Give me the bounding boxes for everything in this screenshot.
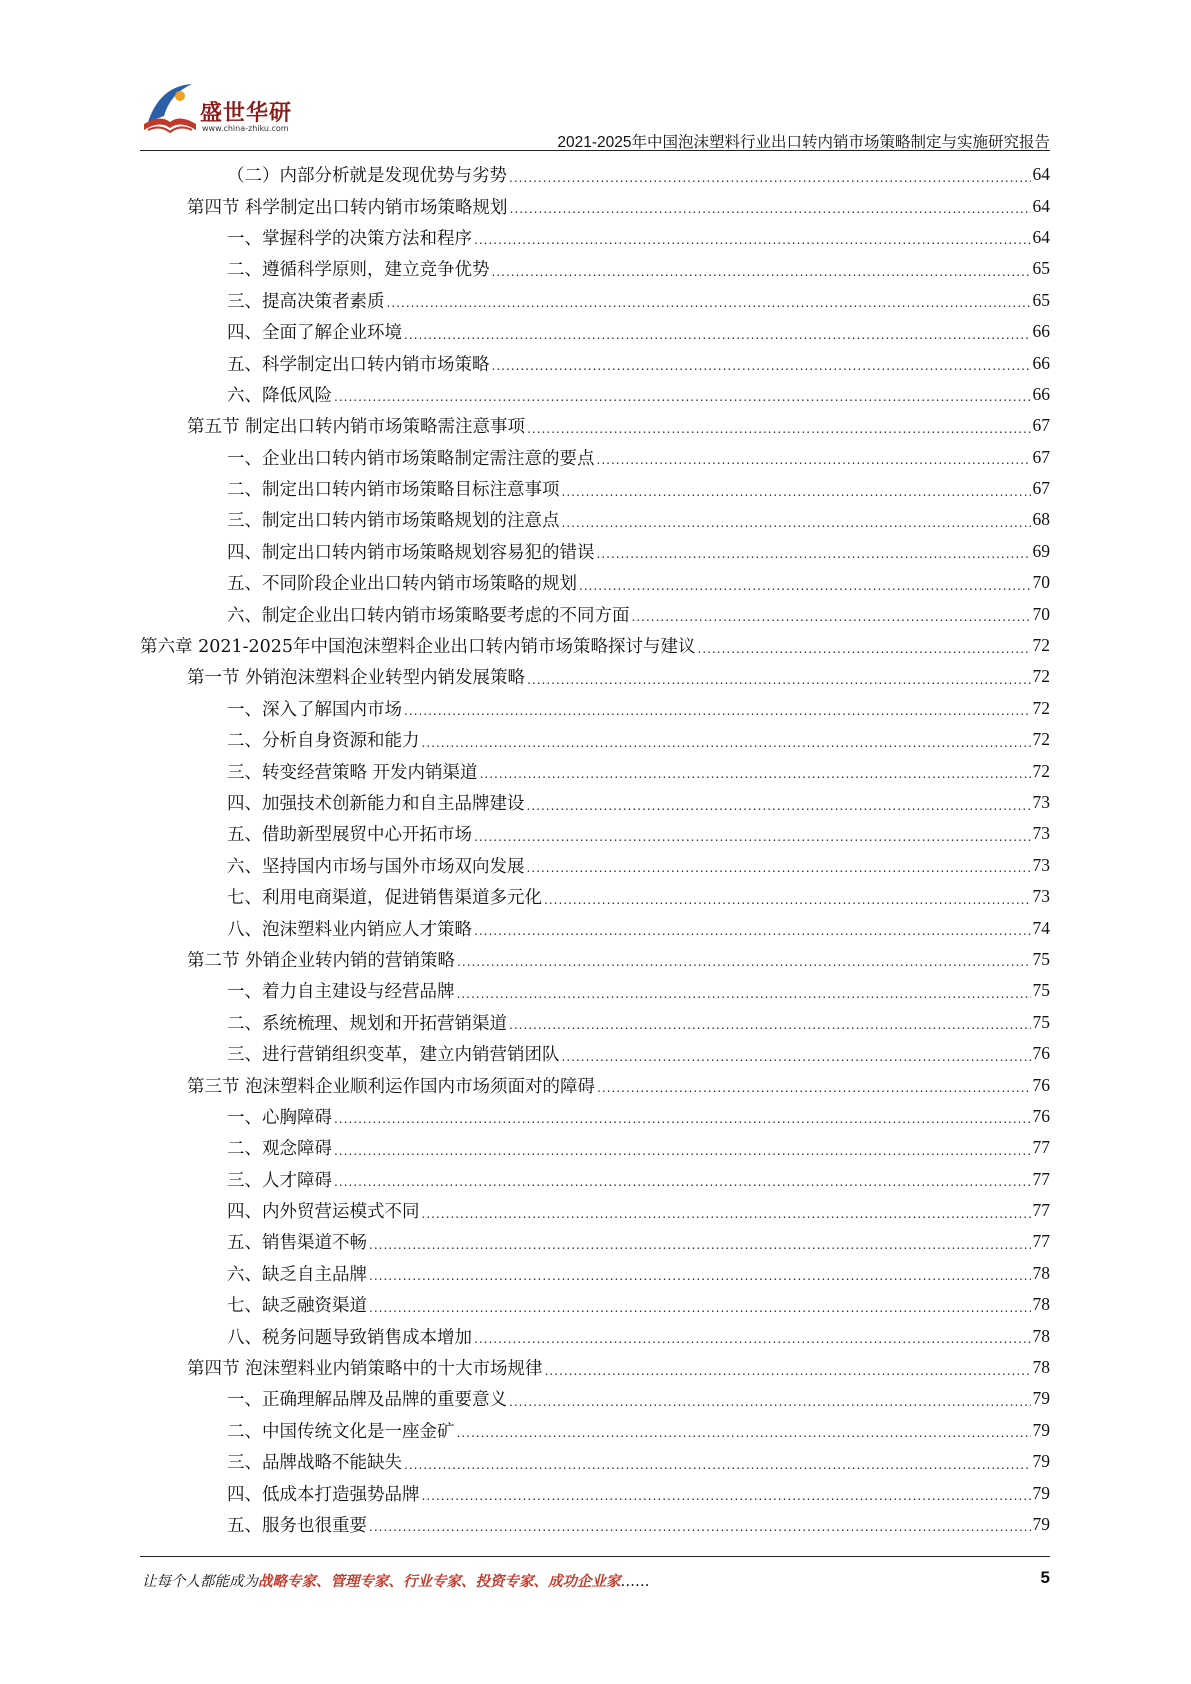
toc-entry-page: 64 [1032, 226, 1050, 247]
toc-entry-label: 一、企业出口转内销市场策略制定需注意的要点 [227, 448, 595, 469]
toc-entry-page: 79 [1032, 1451, 1050, 1472]
toc-entry-label: 四、加强技术创新能力和自主品牌建设 [227, 794, 525, 814]
toc-entry-label: 四、全面了解企业环境 [227, 323, 402, 344]
toc-entry-label: （二）内部分析就是发现优势与劣势 [227, 166, 507, 187]
toc-dot-leader [334, 1175, 1031, 1189]
toc-entry[interactable] [140, 818, 1050, 849]
toc-entry-label: 第三节 泡沫塑料企业顺利运作国内市场须面对的障碍 [187, 1076, 596, 1097]
toc-dot-leader [474, 924, 1031, 938]
toc-entry[interactable] [140, 379, 1050, 410]
toc-entry[interactable] [140, 944, 1050, 975]
toc-entry-label: 五、销售渠道不畅 [227, 1233, 367, 1254]
toc-entry-page: 66 [1032, 383, 1050, 404]
toc-entry-label: 一、心胸障碍 [227, 1107, 332, 1128]
toc-entry[interactable] [140, 1038, 1050, 1069]
slogan-highlight: 战略专家、管理专家、行业专家、投资专家、成功企业家 [258, 1573, 621, 1590]
toc-entry-page: 79 [1032, 1388, 1050, 1409]
toc-dot-leader [369, 1520, 1031, 1534]
toc-dot-leader [562, 485, 1031, 499]
toc-entry-page: 64 [1032, 195, 1050, 216]
toc-dot-leader [527, 422, 1030, 436]
toc-entry-label: 四、内外贸营运模式不同 [227, 1202, 420, 1223]
toc-entry-page: 67 [1032, 415, 1050, 436]
toc-entry[interactable] [140, 347, 1050, 378]
toc-entry-label: 三、提高决策者素质 [227, 291, 385, 312]
toc-dot-leader [422, 736, 1031, 750]
toc-entry-page: 73 [1032, 854, 1050, 875]
toc-dot-leader [422, 1489, 1031, 1503]
toc-entry-page: 79 [1032, 1482, 1050, 1503]
toc-entry-label: 第六章 2021-2025年中国泡沫塑料企业出口转内销市场策略探讨与建议 [140, 637, 696, 658]
toc-entry[interactable] [140, 1320, 1050, 1351]
toc-dot-leader [369, 1269, 1031, 1283]
toc-entry-label: 三、制定出口转内销市场策略规划的注意点 [227, 511, 560, 532]
toc-entry[interactable] [140, 253, 1050, 284]
book-swoosh-icon [140, 78, 202, 138]
toc-dot-leader [457, 955, 1030, 969]
toc-dot-leader [422, 1207, 1031, 1221]
toc-entry-page: 68 [1032, 509, 1050, 530]
toc-entry-label: 一、着力自主建设与经营品牌 [227, 982, 455, 1003]
toc-entry-label: 第五节 制定出口转内销市场策略需注意事项 [187, 417, 526, 438]
toc-entry-page: 77 [1032, 1200, 1050, 1221]
toc-entry[interactable] [140, 473, 1050, 504]
toc-entry-label: 第二节 外销企业转内销的营销策略 [187, 950, 456, 971]
toc-entry-label: 三、转变经营策略 开发内销渠道 [227, 762, 478, 783]
toc-dot-leader [480, 767, 1031, 781]
logo-url: www.china-zhiku.com [202, 124, 289, 133]
toc-dot-leader [562, 1050, 1031, 1064]
toc-entry[interactable] [140, 190, 1050, 221]
toc-dot-leader [492, 265, 1031, 279]
toc-entry[interactable] [140, 442, 1050, 473]
toc-entry-label: 二、制定出口转内销市场策略目标注意事项 [227, 480, 560, 501]
toc-dot-leader [632, 610, 1031, 624]
toc-dot-leader [369, 1238, 1031, 1252]
toc-entry-page: 75 [1032, 948, 1050, 969]
toc-entry[interactable] [140, 1289, 1050, 1320]
toc-entry-label: 第四节 科学制定出口转内销市场策略规划 [187, 197, 508, 218]
toc-entry[interactable] [140, 1007, 1050, 1038]
toc-entry-page: 75 [1032, 980, 1050, 1001]
toc-entry-label: 七、缺乏融资渠道 [227, 1296, 367, 1317]
toc-dot-leader [509, 1395, 1031, 1409]
toc-entry-page: 77 [1032, 1137, 1050, 1158]
toc-entry[interactable] [140, 1383, 1050, 1414]
table-of-contents [140, 159, 1050, 1540]
toc-entry[interactable] [140, 410, 1050, 441]
toc-entry-page: 76 [1032, 1105, 1050, 1126]
toc-entry[interactable] [140, 316, 1050, 347]
toc-entry[interactable] [140, 1101, 1050, 1132]
toc-entry-label: 一、深入了解国内市场 [227, 699, 402, 720]
toc-entry-page: 72 [1032, 729, 1050, 750]
toc-entry-page: 73 [1032, 792, 1050, 812]
toc-entry[interactable] [140, 1446, 1050, 1477]
toc-entry-page: 70 [1032, 572, 1050, 593]
toc-entry-page: 78 [1032, 1357, 1050, 1378]
toc-entry[interactable] [140, 159, 1050, 190]
toc-entry-label: 第四节 泡沫塑料业内销策略中的十大市场规律 [187, 1359, 543, 1380]
toc-entry[interactable] [140, 755, 1050, 786]
header-divider [140, 150, 1050, 151]
toc-entry[interactable] [140, 504, 1050, 535]
toc-entry-page: 67 [1032, 478, 1050, 499]
toc-dot-leader [457, 987, 1031, 1001]
toc-entry-label: 五、不同阶段企业出口转内销市场策略的规划 [227, 574, 577, 595]
toc-dot-leader [404, 1458, 1031, 1472]
toc-entry-label: 四、制定出口转内销市场策略规划容易犯的错误 [227, 542, 595, 563]
toc-entry-page: 70 [1032, 603, 1050, 624]
toc-entry-page: 72 [1032, 666, 1050, 687]
toc-entry[interactable] [140, 285, 1050, 316]
footer-divider [140, 1556, 1050, 1557]
toc-entry[interactable] [140, 1477, 1050, 1508]
toc-entry-page: 77 [1032, 1168, 1050, 1189]
toc-entry-label: 第一节 外销泡沫塑料企业转型内销发展策略 [187, 668, 526, 689]
toc-entry-page: 76 [1032, 1074, 1050, 1095]
toc-entry-page: 78 [1032, 1294, 1050, 1315]
company-logo [140, 78, 310, 140]
toc-dot-leader [474, 233, 1031, 247]
toc-dot-leader [334, 1112, 1031, 1126]
toc-entry-label: 六、制定企业出口转内销市场策略要考虑的不同方面 [227, 605, 630, 626]
toc-entry[interactable] [140, 567, 1050, 598]
toc-dot-leader [387, 296, 1031, 310]
toc-entry-label: 一、正确理解品牌及品牌的重要意义 [227, 1390, 507, 1411]
toc-dot-leader [457, 1426, 1031, 1440]
toc-entry-page: 73 [1032, 886, 1050, 907]
toc-dot-leader [334, 1144, 1031, 1158]
toc-entry-page: 74 [1032, 917, 1050, 938]
toc-entry[interactable] [140, 975, 1050, 1006]
toc-entry[interactable] [140, 598, 1050, 629]
report-title: 2021-2025年中国泡沫塑料行业出口转内销市场策略制定与实施研究报告 [557, 134, 1050, 151]
toc-entry-page: 76 [1032, 1043, 1050, 1064]
toc-entry[interactable] [140, 1352, 1050, 1383]
toc-entry-label: 二、观念障碍 [227, 1139, 332, 1160]
toc-entry-label: 一、掌握科学的决策方法和程序 [227, 228, 472, 249]
toc-entry-label: 八、税务问题导致销售成本增加 [227, 1327, 472, 1348]
toc-entry-page: 75 [1032, 1011, 1050, 1032]
toc-entry[interactable] [140, 1415, 1050, 1446]
toc-entry-page: 77 [1032, 1231, 1050, 1252]
toc-entry[interactable] [140, 661, 1050, 692]
toc-dot-leader [369, 1301, 1031, 1315]
toc-entry-page: 79 [1032, 1513, 1050, 1534]
toc-entry-page: 78 [1032, 1262, 1050, 1283]
toc-entry-page: 79 [1032, 1419, 1050, 1440]
toc-dot-leader [527, 861, 1031, 875]
toc-entry-page: 64 [1032, 164, 1050, 185]
toc-entry[interactable] [140, 912, 1050, 943]
toc-entry-page: 73 [1032, 823, 1050, 844]
toc-dot-leader [492, 359, 1031, 373]
toc-dot-leader [404, 328, 1031, 342]
toc-entry[interactable] [140, 630, 1050, 661]
toc-dot-leader [597, 547, 1031, 561]
toc-entry[interactable] [140, 1069, 1050, 1100]
toc-dot-leader [527, 799, 1031, 813]
toc-entry[interactable] [140, 787, 1050, 818]
toc-dot-leader [404, 704, 1031, 718]
toc-dot-leader [527, 673, 1030, 687]
logo-name: 盛世华研 [200, 101, 293, 126]
toc-entry-label: 六、坚持国内市场与国外市场双向发展 [227, 856, 525, 877]
toc-entry-label: 三、进行营销组织变革，建立内销营销团队 [227, 1045, 560, 1066]
toc-entry-page: 65 [1032, 289, 1050, 310]
toc-entry[interactable] [140, 222, 1050, 253]
toc-dot-leader [510, 202, 1031, 216]
toc-dot-leader [698, 642, 1031, 656]
toc-entry[interactable] [140, 1258, 1050, 1289]
toc-entry-label: 五、科学制定出口转内销市场策略 [227, 354, 490, 375]
toc-entry[interactable] [140, 1132, 1050, 1163]
toc-entry-label: 二、分析自身资源和能力 [227, 731, 420, 752]
toc-entry-page: 66 [1032, 352, 1050, 373]
toc-entry[interactable] [140, 724, 1050, 755]
toc-entry-label: 二、中国传统文化是一座金矿 [227, 1421, 455, 1442]
toc-dot-leader [597, 1081, 1030, 1095]
toc-entry-label: 六、缺乏自主品牌 [227, 1264, 367, 1285]
toc-dot-leader [474, 830, 1031, 844]
toc-entry[interactable] [140, 881, 1050, 912]
toc-entry-label: 三、人才障碍 [227, 1170, 332, 1191]
toc-dot-leader [579, 579, 1031, 593]
toc-entry-label: 二、遵循科学原则，建立竞争优势 [227, 260, 490, 281]
toc-entry-page: 72 [1032, 635, 1050, 656]
footer-slogan [142, 1570, 650, 1591]
toc-entry-label: 三、品牌战略不能缺失 [227, 1453, 402, 1474]
toc-entry-page: 69 [1032, 540, 1050, 561]
toc-entry-label: 五、服务也很重要 [227, 1515, 367, 1536]
toc-entry-page: 72 [1032, 760, 1050, 781]
toc-entry[interactable] [140, 1164, 1050, 1195]
toc-entry-label: 八、泡沫塑料业内销应人才策略 [227, 919, 472, 940]
toc-dot-leader [474, 1332, 1031, 1346]
toc-entry[interactable] [140, 536, 1050, 567]
toc-entry-label: 四、低成本打造强势品牌 [227, 1484, 420, 1505]
toc-entry[interactable] [140, 1226, 1050, 1257]
toc-dot-leader [562, 516, 1031, 530]
toc-dot-leader [334, 390, 1031, 404]
toc-entry-label: 二、系统梳理、规划和开拓营销渠道 [227, 1013, 507, 1034]
toc-entry-label: 七、利用电商渠道，促进销售渠道多元化 [227, 888, 542, 909]
toc-entry-page: 66 [1032, 321, 1050, 342]
page-header [140, 78, 1050, 151]
toc-dot-leader [509, 1018, 1031, 1032]
toc-entry-label: 五、借助新型展贸中心开拓市场 [227, 825, 472, 846]
toc-entry-label: 六、降低风险 [227, 385, 332, 406]
slogan-prefix: 让每个人都能成为 [142, 1574, 258, 1590]
toc-entry[interactable] [140, 693, 1050, 724]
toc-entry[interactable] [140, 1509, 1050, 1540]
page-number: 5 [1040, 1568, 1050, 1587]
toc-entry-page: 72 [1032, 697, 1050, 718]
toc-dot-leader [597, 453, 1031, 467]
slogan-suffix: …… [620, 1574, 650, 1590]
toc-dot-leader [509, 171, 1031, 185]
toc-entry-page: 65 [1032, 258, 1050, 279]
toc-dot-leader [545, 1364, 1031, 1378]
toc-entry[interactable] [140, 850, 1050, 881]
toc-entry[interactable] [140, 1195, 1050, 1226]
toc-entry-page: 78 [1032, 1325, 1050, 1346]
toc-dot-leader [544, 893, 1031, 907]
toc-entry-page: 67 [1032, 446, 1050, 467]
